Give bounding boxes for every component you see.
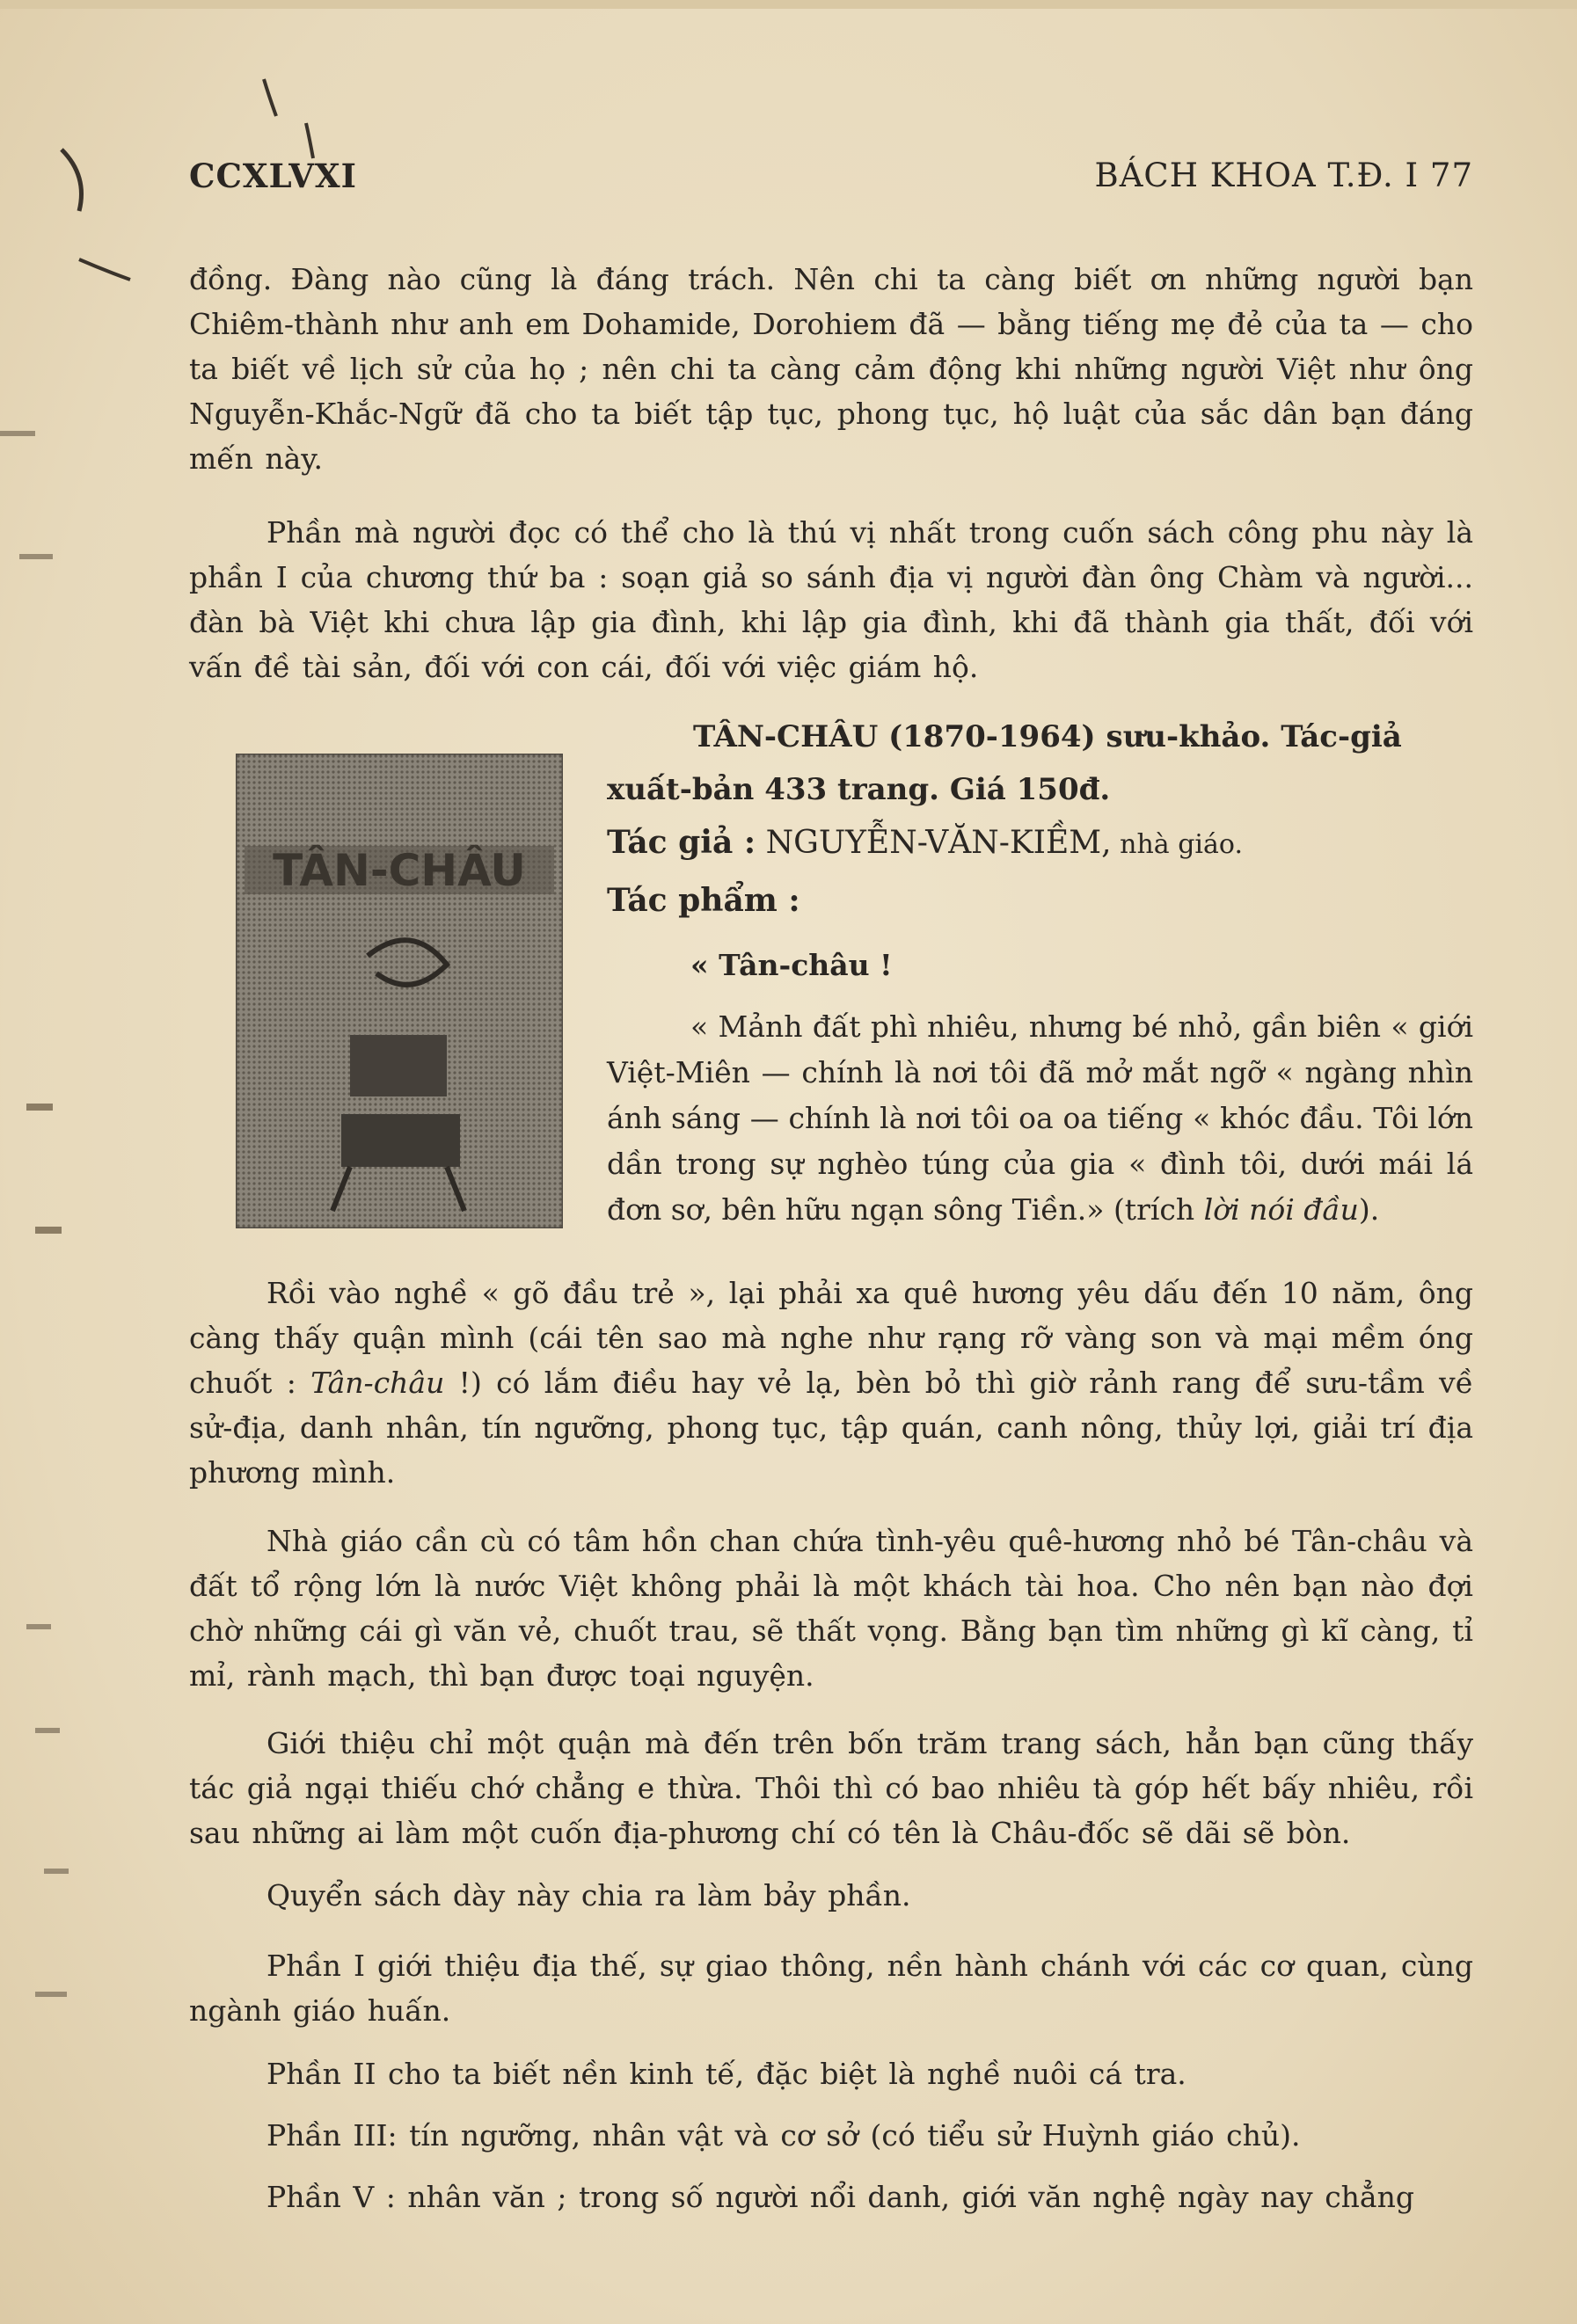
quote-source-title: lời nói đầu [1203,1192,1359,1227]
paragraph-text: !) có lắm điều hay vẻ lạ, bèn bỏ thì giờ rảnh rang để sưu-tầm về sử-địa, danh nhân, tín ngưỡng, phong tục, tập quán, canh nông, thủy lợi, giải trí địa phương mình. [189,1366,1473,1490]
margin-tick [35,1227,62,1234]
book-cover-image [236,754,563,1228]
paragraph: Giới thiệu chỉ một quận mà đến trên bốn trăm trang sách, hẳn bạn cũng thấy tác giả ngại thiếu chớ chẳng e thừa. Thôi thì có bao nhiêu tà góp hết bấy nhiêu, rồi sau những ai làm một cuốn địa-phương chí có tên là Châu-đốc sẽ dãi sẽ bòn. [189,1726,1473,1850]
paragraph: Quyển sách dày này chia ra làm bảy phần. [266,1878,911,1912]
margin-tick [35,1992,67,1997]
quote-source-suffix: ). [1358,1192,1380,1227]
margin-tick [35,1728,60,1733]
margin-tick [26,1624,51,1629]
paragraph [189,1271,1473,1495]
paragraph: đồng. Đàng nào cũng là đáng trách. Nên chi ta càng biết ơn những người bạn Chiêm-thành như anh em Dohamide, Dorohiem đã — bằng tiếng mẹ đẻ của ta — cho ta biết về lịch sử của họ ; nên chi ta càng cảm động khi những người Việt như ông Nguyễn-Khắc-Ngữ đã cho ta biết tập tục, phong tục, hộ luật của sắc dân bạn đáng mến này. [189,262,1473,476]
paragraph: Phần I giới thiệu địa thế, sự giao thông, nền hành chánh với các cơ quan, cùng ngành giáo huấn. [189,1949,1473,2028]
page-code: CCXLVXI [189,157,357,195]
running-header [189,157,1473,209]
emphasis-name: Tân-châu [310,1366,445,1400]
quote-text: « Mảnh đất phì nhiêu, nhưng bé nhỏ, gần biên « giới Việt-Miên — chính là nơi tôi đã mở mắt ngỡ « ngàng nhìn ánh sáng — chính là nơi tôi oa oa tiếng « khóc đầu. Tôi lớn dần trong sự nghèo túng của gia « đình tôi, dưới mái lá đơn sơ, bên hữu ngạn sông Tiền.» [607,1009,1473,1227]
author-label: Tác giả : [607,824,756,861]
book-cover-title: TÂN-CHÂU [273,845,526,896]
author-name: NGUYỄN-VĂN-KIỀM, [756,825,1112,861]
margin-tick [26,1104,53,1111]
page-top-edge [0,0,1577,9]
quote-block [607,1004,1473,1233]
quote-source-prefix: (trích [1113,1192,1204,1227]
margin-tick [19,554,53,559]
author-profession: nhà giáo. [1111,829,1243,860]
paragraph: Phần III: tín ngưỡng, nhân vật và cơ sở (có tiểu sử Huỳnh giáo chủ). [266,2118,1301,2153]
paragraph-text: Rồi vào nghề « gõ đầu trẻ », lại phải xa quê hương yêu dấu đến 10 năm, ông càng thấy quận mình (cái tên sao mà nghe như rạng rỡ vàng son và mại mềm óng chuốt : [189,1276,1473,1400]
paragraph: Nhà giáo cần cù có tâm hồn chan chứa tình-yêu quê-hương nhỏ bé Tân-châu và đất tổ rộng lớn là nước Việt không phải là một khách tài hoa. Cho nên bạn nào đợi chờ những cái gì văn vẻ, chuốt trau, sẽ thất vọng. Bằng bạn tìm những gì kĩ càng, tỉ mỉ, rành mạch, thì bạn được toại nguyện. [189,1524,1473,1693]
margin-tick [0,431,35,436]
quote-line: « Tân-châu ! [690,948,893,982]
journal-title-page-number: BÁCH KHOA T.Đ. I 77 [1094,157,1473,194]
author-line [607,816,1473,871]
book-cover-illustration [236,754,563,1228]
paragraph: Phần V : nhân văn ; trong số người nổi danh, giới văn nghệ ngày nay chẳng [266,2180,1414,2214]
work-label: Tác phẩm : [607,882,800,919]
paragraph: Phần II cho ta biết nền kinh tế, đặc biệt là nghề nuôi cá tra. [266,2057,1186,2091]
book-info: TÂN-CHÂU (1870-1964) sưu-khảo. Tác-giả xuất-bản 433 trang. Giá 150đ. [607,719,1402,807]
margin-tick [44,1869,69,1874]
paragraph: Phần mà người đọc có thể cho là thú vị nhất trong cuốn sách công phu này là phần I của chương thứ ba : soạn giả so sánh địa vị người đàn ông Chàm và người... đàn bà Việt khi chưa lập gia đình, khi lập gia đình, khi đã thành gia thất, đối với vấn đề tài sản, đối với con cái, đối với việc giám hộ. [189,515,1473,684]
